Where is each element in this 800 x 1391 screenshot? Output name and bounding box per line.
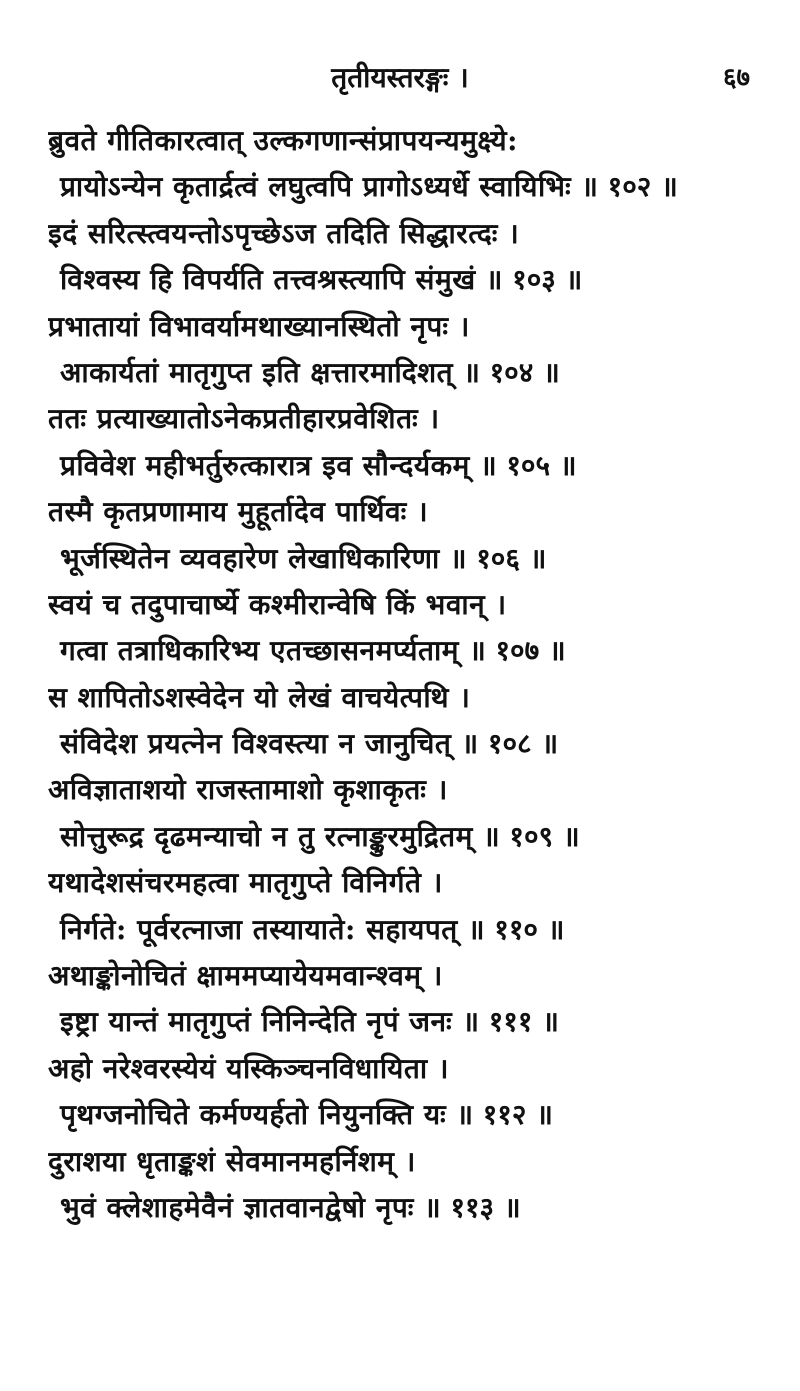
verse-number: ॥ ११० ॥ <box>467 912 565 946</box>
verse-text: भुवं क्लेशाहमेवैनं ज्ञातवानद्वेषो नृपः <box>60 1190 414 1224</box>
verse-line <box>48 628 768 674</box>
verse-number: ॥ १०९ ॥ <box>482 819 580 853</box>
verse-text: सोत्तुरूद्र दृढमन्याचो न तु रत्नाङ्कुरमुद्रितम् <box>60 819 473 853</box>
verse-line <box>48 1139 768 1185</box>
verse-text: पृथग्जनोचिते कर्मण्यर्हतो नियुनक्ति यः <box>60 1098 447 1132</box>
verse-number: ॥ ११३ ॥ <box>423 1190 521 1224</box>
verse-line <box>48 1092 768 1138</box>
verse-line <box>48 582 768 628</box>
verse-line <box>48 814 768 860</box>
verse-line <box>48 211 768 257</box>
verse-text: गत्वा तत्राधिकारिभ्य एतच्छासनमर्प्यताम् <box>60 634 459 668</box>
verse-line <box>48 443 768 489</box>
verse-line <box>48 999 768 1045</box>
verse-text: प्रभातायां विभावर्यामथाख्यानस्थितो नृपः । <box>48 309 470 343</box>
verse-line <box>48 953 768 999</box>
verse-number: ॥ ११२ ॥ <box>456 1098 553 1132</box>
verse-line <box>48 675 768 721</box>
running-head <box>40 58 760 98</box>
verse-number: ॥ १०२ ॥ <box>581 170 678 204</box>
verse-text: निर्गते: पूर्वरत्नाजा तस्यायाते: सहायपत् <box>60 912 458 946</box>
verse-number: ॥ १०३ ॥ <box>485 263 583 297</box>
verse-text: यथादेशसंचरमहत्वा मातृगुप्ते विनिर्गते । <box>48 866 443 900</box>
verse-text: प्रविवेश महीभर्तुरुत्कारात्र इव सौन्दर्यकम् <box>60 448 470 482</box>
verse-text: विश्वस्य हि विपर्यति तत्त्वश्रस्त्यापि संमुखं <box>60 263 476 297</box>
verse-block <box>48 118 768 1231</box>
verse-line <box>48 721 768 767</box>
verse-line <box>48 536 768 582</box>
verse-text: इष्ट्रा यान्तं मातृगुप्तं निनिन्देति नृपं जनः <box>60 1005 453 1039</box>
verse-number: ॥ १०४ ॥ <box>463 355 560 389</box>
verse-text: स शापितोऽशस्वेदेन यो लेखं वाचयेत्पथि । <box>48 680 471 714</box>
verse-line <box>48 860 768 906</box>
verse-line <box>48 907 768 953</box>
verse-text: प्रायोऽन्येन कृतार्द्रत्वं लघुत्वपि प्रागोऽध्यर्धे स्वायिभिः <box>60 170 572 204</box>
verse-number: ॥ १११ ॥ <box>462 1005 559 1039</box>
running-title: तृतीयस्तरङ्गः । <box>331 61 469 94</box>
verse-text: ब्रुवते गीतिकारत्वात् उल्कगणान्संप्रापयन्यमुक्ष्ये: <box>48 124 518 157</box>
verse-text: भूर्जस्थितेन व्यवहारेण लेखाधिकारिणा <box>60 541 440 575</box>
verse-text: तस्मै कृतप्रणामाय मुहूर्तादेव पार्थिवः । <box>48 495 429 529</box>
verse-number: ॥ १०५ ॥ <box>479 448 577 482</box>
verse-text: दुराशया धृताङ्कशं सेवमानमहर्निशम् । <box>48 1144 416 1178</box>
verse-text: इदं सरित्स्त्वयन्तोऽपृच्छेऽज तदिति सिद्धारत्दः । <box>48 216 520 250</box>
verse-line <box>48 118 768 164</box>
verse-line <box>48 1185 768 1231</box>
verse-line <box>48 350 768 396</box>
verse-text: ततः प्रत्याख्यातोऽनेकप्रतीहारप्रवेशितः । <box>48 402 440 436</box>
verse-line <box>48 304 768 350</box>
verse-text: अथाङ्कोनोचितं क्षाममप्यायेयमवान्श्वम् । <box>48 959 443 993</box>
verse-text: अहो नरेश्वरस्येयं यस्किञ्चनविधायिता । <box>48 1051 449 1085</box>
verse-text: स्वयं च तदुपाचार्ष्ये कश्मीरान्वेषि किं भवान् । <box>48 587 507 621</box>
verse-text: अविज्ञाताशयो राजस्तामाशो कृशाकृतः । <box>48 773 448 807</box>
verse-number: ॥ १०७ ॥ <box>468 634 566 668</box>
verse-line <box>48 489 768 535</box>
verse-number: ॥ १०८ ॥ <box>461 727 559 761</box>
page-number: ६७ <box>722 63 750 93</box>
verse-text: आकार्यतां मातृगुप्त इति क्षत्तारमादिशत् <box>60 355 454 389</box>
verse-line <box>48 164 768 210</box>
verse-number: ॥ १०६ ॥ <box>449 541 547 575</box>
verse-line <box>48 1046 768 1092</box>
verse-line <box>48 767 768 813</box>
verse-line <box>48 396 768 442</box>
verse-line <box>48 257 768 303</box>
verse-text: संविदेश प्रयत्नेन विश्वस्त्या न जानुचित् <box>60 727 452 761</box>
